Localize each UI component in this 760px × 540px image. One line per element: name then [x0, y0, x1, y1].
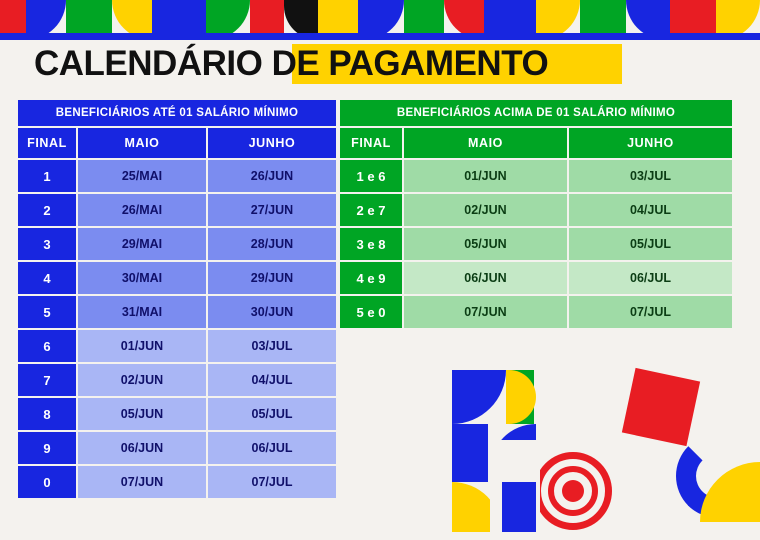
left-maio-0: 07/JUN	[78, 466, 206, 498]
right-maio-2: 02/JUN	[404, 194, 567, 226]
table-row	[340, 194, 732, 226]
left-junho-7: 04/JUL	[208, 364, 336, 396]
title-part-2: DE PAGAMENTO	[271, 44, 549, 83]
table-row	[18, 466, 336, 498]
left-junho-9: 06/JUL	[208, 432, 336, 464]
left-final-8: 8	[18, 398, 76, 430]
right-table-banner: BENEFICIÁRIOS ACIMA DE 01 SALÁRIO MÍNIMO	[340, 100, 732, 126]
deco-red-diamond	[622, 368, 700, 446]
left-junho-8: 05/JUL	[208, 398, 336, 430]
right-final-1: 1 e 6	[340, 160, 402, 192]
table-row	[18, 364, 336, 396]
left-maio-7: 02/JUN	[78, 364, 206, 396]
table-row-header	[340, 128, 732, 158]
right-maio-3: 05/JUN	[404, 228, 567, 260]
left-junho-3: 28/JUN	[208, 228, 336, 260]
table-ate-1-salario	[16, 98, 338, 500]
left-final-9: 9	[18, 432, 76, 464]
right-final-4: 4 e 9	[340, 262, 402, 294]
left-junho-4: 29/JUN	[208, 262, 336, 294]
page-title	[0, 42, 760, 88]
title-text	[34, 42, 548, 86]
left-final-2: 2	[18, 194, 76, 226]
right-junho-5: 07/JUL	[569, 296, 732, 328]
deco-blue-block-over-rings	[502, 482, 536, 532]
left-header-maio: MAIO	[78, 128, 206, 158]
right-junho-1: 03/JUL	[569, 160, 732, 192]
left-maio-9: 06/JUN	[78, 432, 206, 464]
right-junho-3: 05/JUL	[569, 228, 732, 260]
table-row-header	[18, 128, 336, 158]
left-final-1: 1	[18, 160, 76, 192]
left-junho-0: 07/JUL	[208, 466, 336, 498]
left-final-0: 0	[18, 466, 76, 498]
table-row	[18, 262, 336, 294]
left-junho-2: 27/JUN	[208, 194, 336, 226]
right-maio-4: 06/JUN	[404, 262, 567, 294]
left-maio-1: 25/MAI	[78, 160, 206, 192]
left-junho-6: 03/JUL	[208, 330, 336, 362]
deco-blue-strip-bottom	[0, 33, 760, 40]
left-maio-5: 31/MAI	[78, 296, 206, 328]
table-row	[18, 398, 336, 430]
table-row	[18, 432, 336, 464]
deco-target-rings	[534, 452, 612, 530]
deco-bottom-blue-block	[452, 424, 488, 482]
table-row	[18, 160, 336, 192]
left-maio-8: 05/JUN	[78, 398, 206, 430]
table-row	[18, 296, 336, 328]
deco-bottom-blue-half-circle	[452, 370, 506, 424]
table-row	[18, 194, 336, 226]
top-decorative-band	[0, 0, 760, 40]
left-final-3: 3	[18, 228, 76, 260]
table-row	[340, 228, 732, 260]
table-row	[340, 160, 732, 192]
left-maio-4: 30/MAI	[78, 262, 206, 294]
right-final-2: 2 e 7	[340, 194, 402, 226]
right-final-5: 5 e 0	[340, 296, 402, 328]
right-maio-1: 01/JUN	[404, 160, 567, 192]
title-part-1: CALENDÁRIO	[34, 44, 272, 83]
left-junho-5: 30/JUN	[208, 296, 336, 328]
left-final-4: 4	[18, 262, 76, 294]
left-final-5: 5	[18, 296, 76, 328]
left-final-6: 6	[18, 330, 76, 362]
right-header-maio: MAIO	[404, 128, 567, 158]
left-table-banner: BENEFICIÁRIOS ATÉ 01 SALÁRIO MÍNIMO	[18, 100, 336, 126]
left-maio-2: 26/MAI	[78, 194, 206, 226]
table-row	[18, 330, 336, 362]
left-maio-3: 29/MAI	[78, 228, 206, 260]
left-maio-6: 01/JUN	[78, 330, 206, 362]
table-row-banner	[340, 100, 732, 126]
deco-ring-inner	[562, 480, 584, 502]
right-junho-2: 04/JUL	[569, 194, 732, 226]
left-final-7: 7	[18, 364, 76, 396]
right-final-3: 3 e 8	[340, 228, 402, 260]
table-row	[340, 262, 732, 294]
left-junho-1: 26/JUN	[208, 160, 336, 192]
right-junho-4: 06/JUL	[569, 262, 732, 294]
left-header-junho: JUNHO	[208, 128, 336, 158]
table-row	[18, 228, 336, 260]
table-row	[340, 296, 732, 328]
right-header-junho: JUNHO	[569, 128, 732, 158]
right-header-final: FINAL	[340, 128, 402, 158]
table-row-banner	[18, 100, 336, 126]
left-header-final: FINAL	[18, 128, 76, 158]
right-maio-5: 07/JUN	[404, 296, 567, 328]
table-acima-1-salario	[338, 98, 734, 330]
